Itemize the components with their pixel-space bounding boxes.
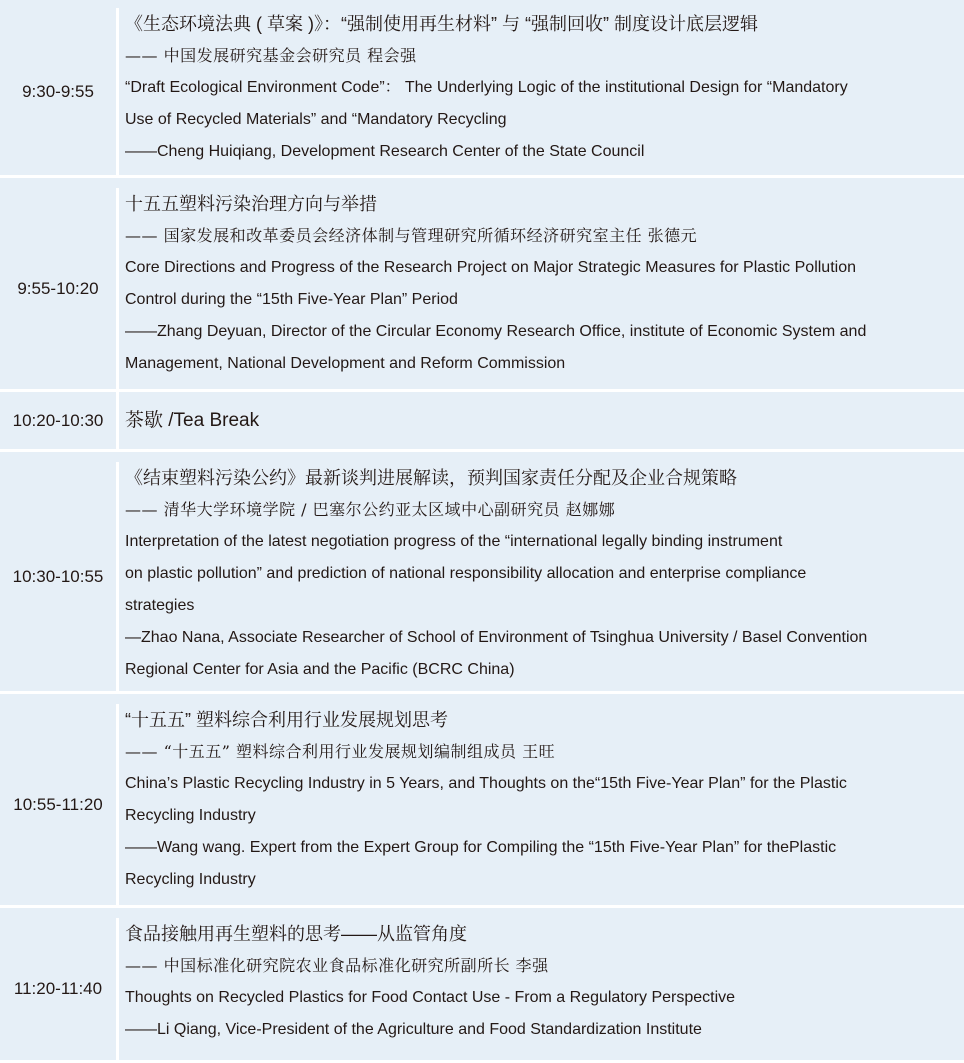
session-time: 10:55-11:20 <box>0 704 119 905</box>
session-time: 9:30-9:55 <box>0 8 119 175</box>
session-time: 11:20-11:40 <box>0 918 119 1060</box>
break-row <box>0 392 964 452</box>
session-speaker-en-cont: Regional Center for Asia and the Pacific (BCRC China) <box>125 661 515 678</box>
session-speaker-zh: —— 中国标准化研究院农业食品标准化研究所副所长 李强 <box>125 956 549 975</box>
session-speaker-en-cont: Recycling Industry <box>125 871 256 888</box>
session-content <box>119 188 964 389</box>
session-row <box>0 0 964 178</box>
session-title-zh: 《生态环境法典 ( 草案 )》：“强制使用再生材料” 与 “强制回收” 制度设计底层逻辑 <box>125 14 758 34</box>
session-title-en-cont: Use of Recycled Materials” and “Mandatory Recycling <box>125 111 507 128</box>
session-title-zh: 十五五塑料污染治理方向与举措 <box>125 194 377 214</box>
session-title-zh: 食品接触用再生塑料的思考——从监管角度 <box>125 924 467 944</box>
session-content <box>119 918 964 1060</box>
session-speaker-en-cont: Management, National Development and Reform Commission <box>125 355 566 372</box>
session-title-en: Core Directions and Progress of the Research Project on Major Strategic Measures for Plastic Pollution <box>125 259 856 276</box>
session-speaker-en: ——Zhang Deyuan, Director of the Circular Economy Research Office, institute of Economic System and <box>125 323 867 340</box>
session-title-en-cont: on plastic pollution” and prediction of national responsibility allocation and enterprise compliance <box>125 565 807 582</box>
session-speaker-en: ——Li Qiang, Vice-President of the Agriculture and Food Standardization Institute <box>125 1021 702 1038</box>
session-speaker-zh: —— “十五五” 塑料综合利用行业发展规划编制组成员 王旺 <box>125 742 556 761</box>
session-row <box>0 452 964 694</box>
session-time: 9:55-10:20 <box>0 188 119 389</box>
session-content <box>119 704 964 905</box>
session-title-zh: “十五五” 塑料综合利用行业发展规划思考 <box>125 710 448 730</box>
session-time: 10:20-10:30 <box>0 392 119 449</box>
session-speaker-en: ——Cheng Huiqiang, Development Research Center of the State Council <box>125 143 645 160</box>
session-speaker-zh: —— 国家发展和改革委员会经济体制与管理研究所循环经济研究室主任 张德元 <box>125 226 698 245</box>
session-content <box>119 462 964 691</box>
session-title-en-cont: Control during the “15th Five-Year Plan” Period <box>125 291 458 308</box>
session-title-en-cont: Recycling Industry <box>125 807 256 824</box>
session-speaker-zh: —— 清华大学环境学院 / 巴塞尔公约亚太区域中心副研究员 赵娜娜 <box>125 500 616 519</box>
session-title-en: “Draft Ecological Environment Code”： The Underlying Logic of the institutional Design for “Mandatory <box>125 79 848 96</box>
session-content <box>119 392 964 449</box>
session-content <box>119 8 964 175</box>
session-time: 10:30-10:55 <box>0 462 119 691</box>
session-title-en-cont: strategies <box>125 597 195 614</box>
session-speaker-en: ——Wang wang. Expert from the Expert Group for Compiling the “15th Five-Year Plan” for thePlastic <box>125 839 837 856</box>
session-row <box>0 694 964 908</box>
session-title-zh: 《结束塑料污染公约》最新谈判进展解读，预判国家责任分配及企业合规策略 <box>125 468 737 488</box>
session-row <box>0 178 964 392</box>
session-speaker-zh: —— 中国发展研究基金会研究员 程会强 <box>125 46 417 65</box>
session-title-en: Thoughts on Recycled Plastics for Food Contact Use - From a Regulatory Perspective <box>125 989 736 1006</box>
break-title: 茶歇 /Tea Break <box>125 409 260 431</box>
session-title-en: Interpretation of the latest negotiation progress of the “international legally binding instrument <box>125 533 783 550</box>
session-row <box>0 908 964 1060</box>
session-title-en: China’s Plastic Recycling Industry in 5 Years, and Thoughts on the“15th Five-Year Plan” for the Plastic <box>125 775 847 792</box>
session-speaker-en: —Zhao Nana, Associate Researcher of School of Environment of Tsinghua University / Basel Convention <box>125 629 868 646</box>
